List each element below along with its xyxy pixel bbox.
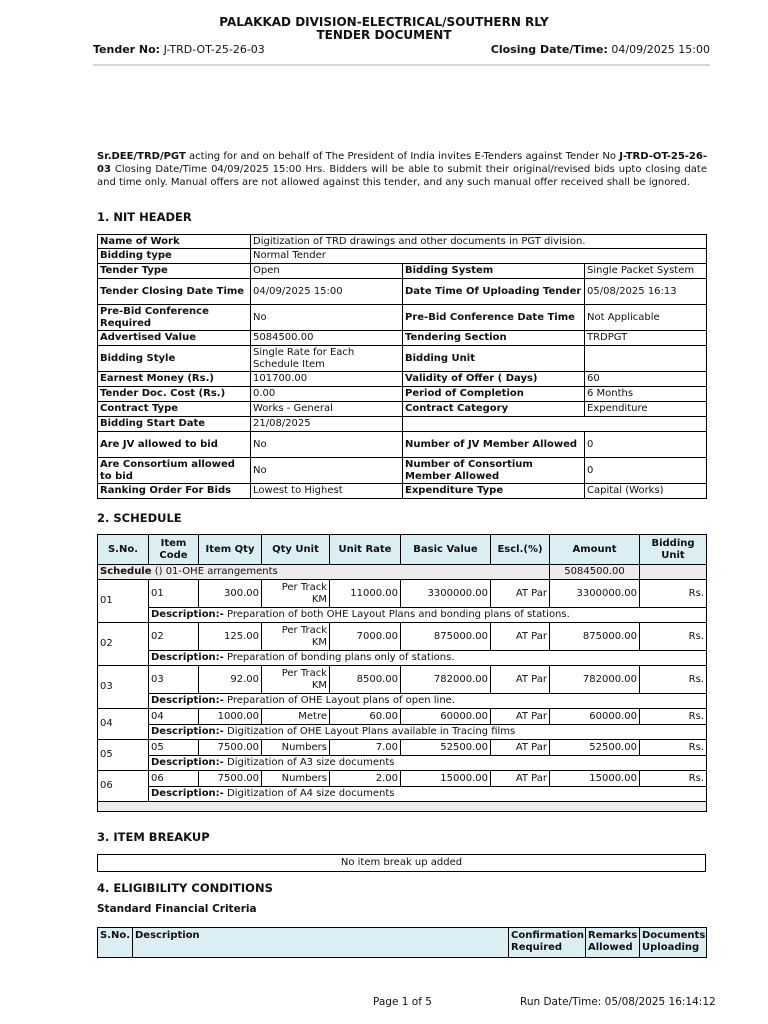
nit-label: Pre-Bid Conference Required xyxy=(98,305,251,331)
nit-row xyxy=(98,264,707,279)
intro-paragraph xyxy=(97,150,707,189)
col-header-qty-unit: Qty Unit xyxy=(262,535,330,565)
item-code: 06 xyxy=(149,771,199,787)
item-bidding-unit: Rs. xyxy=(640,709,707,725)
description-text: Digitization of A3 size documents xyxy=(223,757,395,768)
item-sno: 03 xyxy=(98,666,149,709)
schedule-desc-row xyxy=(98,651,707,666)
item-description xyxy=(149,725,707,740)
col-header-item-qty: Item Qty xyxy=(199,535,262,565)
description-label: Description:- xyxy=(151,609,224,620)
schedule-group-label: Schedule xyxy=(100,566,152,577)
closing-datetime-label: Closing Date/Time: xyxy=(490,43,608,56)
nit-row-bidding-start xyxy=(98,417,707,432)
nit-value: 21/08/2025 xyxy=(251,417,403,432)
nit-label: Name of Work xyxy=(98,235,251,249)
item-bidding-unit: Rs. xyxy=(640,580,707,608)
nit-label: Are Consortium allowed to bid xyxy=(98,458,251,484)
item-basic-value: 15000.00 xyxy=(401,771,491,787)
col-header-amount: Amount xyxy=(550,535,640,565)
schedule-table xyxy=(97,534,707,812)
schedule-group-row xyxy=(98,565,707,580)
item-escl: AT Par xyxy=(491,740,550,756)
tender-number-value: J-TRD-OT-25-26-03 xyxy=(163,43,265,56)
nit-value: Lowest to Highest xyxy=(251,484,403,499)
item-unit: Per Track KM xyxy=(262,666,330,694)
item-rate: 11000.00 xyxy=(330,580,401,608)
description-text: Preparation of bonding plans only of stations. xyxy=(223,652,455,663)
item-rate: 2.00 xyxy=(330,771,401,787)
closing-datetime-value: 04/09/2025 15:00 xyxy=(611,43,710,56)
item-escl: AT Par xyxy=(491,580,550,608)
nit-row-name-of-work xyxy=(98,235,707,249)
schedule-desc-row xyxy=(98,725,707,740)
nit-value: 101700.00 xyxy=(251,372,403,387)
item-amount: 3300000.00 xyxy=(550,580,640,608)
schedule-footer-row xyxy=(98,802,707,812)
nit-label: Bidding Unit xyxy=(403,346,585,372)
nit-value: 04/09/2025 15:00 xyxy=(251,279,403,305)
col-header-sno: S.No. xyxy=(98,928,133,958)
nit-value: Single Packet System xyxy=(585,264,707,279)
item-bidding-unit: Rs. xyxy=(640,771,707,787)
schedule-header-row xyxy=(98,535,707,565)
nit-label: Tender Doc. Cost (Rs.) xyxy=(98,387,251,402)
nit-row xyxy=(98,402,707,417)
item-unit: Numbers xyxy=(262,740,330,756)
item-amount: 15000.00 xyxy=(550,771,640,787)
schedule-desc-row xyxy=(98,608,707,623)
item-amount: 782000.00 xyxy=(550,666,640,694)
item-qty: 1000.00 xyxy=(199,709,262,725)
nit-value: Expenditure xyxy=(585,402,707,417)
nit-value: 0 xyxy=(585,432,707,458)
item-basic-value: 60000.00 xyxy=(401,709,491,725)
nit-row xyxy=(98,372,707,387)
closing-datetime xyxy=(491,43,710,56)
nit-label: Contract Category xyxy=(403,402,585,417)
description-label: Description:- xyxy=(151,652,224,663)
col-header-basic-value: Basic Value xyxy=(401,535,491,565)
item-sno: 06 xyxy=(98,771,149,802)
item-escl: AT Par xyxy=(491,771,550,787)
item-escl: AT Par xyxy=(491,709,550,725)
nit-value: Capital (Works) xyxy=(585,484,707,499)
nit-label: Are JV allowed to bid xyxy=(98,432,251,458)
nit-label: Advertised Value xyxy=(98,331,251,346)
item-breakup-table xyxy=(97,854,706,872)
nit-label: Bidding Style xyxy=(98,346,251,372)
nit-label: Bidding Start Date xyxy=(98,417,251,432)
item-code: 04 xyxy=(149,709,199,725)
nit-row xyxy=(98,305,707,331)
nit-row xyxy=(98,387,707,402)
nit-label: Tender Closing Date Time xyxy=(98,279,251,305)
tender-number-label: Tender No: xyxy=(93,43,161,56)
item-basic-value: 52500.00 xyxy=(401,740,491,756)
description-label: Description:- xyxy=(151,726,224,737)
schedule-desc-row xyxy=(98,787,707,802)
item-rate: 8500.00 xyxy=(330,666,401,694)
item-bidding-unit: Rs. xyxy=(640,623,707,651)
item-sno: 04 xyxy=(98,709,149,740)
description-text: Preparation of OHE Layout plans of open line. xyxy=(223,695,455,706)
document-type-title: TENDER DOCUMENT xyxy=(316,28,452,42)
nit-label: Period of Completion xyxy=(403,387,585,402)
nit-label: Bidding System xyxy=(403,264,585,279)
nit-label: Pre-Bid Conference Date Time xyxy=(403,305,585,331)
schedule-item-row xyxy=(98,623,707,651)
nit-label: Date Time Of Uploading Tender xyxy=(403,279,585,305)
item-description xyxy=(149,651,707,666)
section-schedule-title: 2. SCHEDULE xyxy=(97,511,182,525)
item-unit: Per Track KM xyxy=(262,580,330,608)
intro-tender-number: J-TRD-OT-25-26-03 xyxy=(97,151,707,175)
col-header-remarks-allowed: Remarks Allowed xyxy=(586,928,640,958)
schedule-footer-cell xyxy=(98,802,707,812)
item-sno: 02 xyxy=(98,623,149,666)
item-basic-value: 3300000.00 xyxy=(401,580,491,608)
schedule-desc-row xyxy=(98,694,707,709)
col-header-confirmation-required: Confirmation Required xyxy=(509,928,586,958)
section-item-breakup-title: 3. ITEM BREAKUP xyxy=(97,830,210,844)
nit-label: Number of JV Member Allowed xyxy=(403,432,585,458)
nit-label: Validity of Offer ( Days) xyxy=(403,372,585,387)
nit-label: Bidding type xyxy=(98,249,251,264)
item-bidding-unit: Rs. xyxy=(640,666,707,694)
eligibility-table xyxy=(97,927,707,958)
nit-value: Digitization of TRD drawings and other documents in PGT division. xyxy=(251,235,707,249)
nit-label: Expenditure Type xyxy=(403,484,585,499)
nit-value xyxy=(585,346,707,372)
nit-empty-cell xyxy=(403,417,707,432)
item-qty: 125.00 xyxy=(199,623,262,651)
nit-value: TRDPGT xyxy=(585,331,707,346)
schedule-item-row xyxy=(98,666,707,694)
nit-row xyxy=(98,458,707,484)
item-amount: 875000.00 xyxy=(550,623,640,651)
item-qty: 300.00 xyxy=(199,580,262,608)
nit-label: Earnest Money (Rs.) xyxy=(98,372,251,387)
item-amount: 60000.00 xyxy=(550,709,640,725)
item-unit: Metre xyxy=(262,709,330,725)
item-description xyxy=(149,787,707,802)
item-rate: 7.00 xyxy=(330,740,401,756)
item-rate: 7000.00 xyxy=(330,623,401,651)
run-datetime: Run Date/Time: 05/08/2025 16:14:12 xyxy=(520,996,716,1008)
nit-value: No xyxy=(251,458,403,484)
item-code: 02 xyxy=(149,623,199,651)
nit-row xyxy=(98,279,707,305)
item-rate: 60.00 xyxy=(330,709,401,725)
item-sno: 05 xyxy=(98,740,149,771)
item-escl: AT Par xyxy=(491,666,550,694)
nit-header-table xyxy=(97,234,707,499)
section-nit-header-title: 1. NIT HEADER xyxy=(97,210,192,224)
item-code: 03 xyxy=(149,666,199,694)
item-description xyxy=(149,694,707,709)
col-header-bidding-unit: Bidding Unit xyxy=(640,535,707,565)
nit-row xyxy=(98,484,707,499)
nit-row xyxy=(98,331,707,346)
item-qty: 7500.00 xyxy=(199,740,262,756)
schedule-desc-row xyxy=(98,756,707,771)
document-division-title: PALAKKAD DIVISION-ELECTRICAL/SOUTHERN RLY xyxy=(219,15,549,29)
description-label: Description:- xyxy=(151,757,224,768)
item-basic-value: 782000.00 xyxy=(401,666,491,694)
schedule-item-row xyxy=(98,740,707,756)
schedule-item-row xyxy=(98,771,707,787)
col-header-description: Description xyxy=(133,928,509,958)
page-number: Page 1 of 5 xyxy=(373,996,432,1008)
nit-row xyxy=(98,432,707,458)
schedule-group-name xyxy=(98,565,550,580)
nit-value: No xyxy=(251,432,403,458)
col-header-documents-uploading: Documents Uploading xyxy=(640,928,707,958)
nit-value: Normal Tender xyxy=(251,249,707,264)
item-breakup-row xyxy=(98,855,706,872)
item-bidding-unit: Rs. xyxy=(640,740,707,756)
nit-value: Single Rate for Each Schedule Item xyxy=(251,346,403,372)
nit-label: Contract Type xyxy=(98,402,251,417)
tender-number xyxy=(93,43,265,56)
item-code: 01 xyxy=(149,580,199,608)
nit-label: Tender Type xyxy=(98,264,251,279)
intro-text-1: acting for and on behalf of The President of India invites E-Tenders against Tender No xyxy=(185,151,620,162)
section-eligibility-title: 4. ELIGIBILITY CONDITIONS xyxy=(97,881,273,895)
schedule-item-row xyxy=(98,580,707,608)
nit-row-bidding-type xyxy=(98,249,707,264)
schedule-group-title: () 01-OHE arrangements xyxy=(151,566,278,577)
nit-value: No xyxy=(251,305,403,331)
item-description xyxy=(149,608,707,623)
item-amount: 52500.00 xyxy=(550,740,640,756)
schedule-item-row xyxy=(98,709,707,725)
nit-label: Tendering Section xyxy=(403,331,585,346)
nit-value: 0.00 xyxy=(251,387,403,402)
item-sno: 01 xyxy=(98,580,149,623)
intro-officer: Sr.DEE/TRD/PGT xyxy=(97,151,186,162)
item-code: 05 xyxy=(149,740,199,756)
intro-text-2: Closing Date/Time 04/09/2025 15:00 Hrs. Bidders will be able to submit their original/revised bids upto closing date and time only. Manual offers are not allowed against this tender, and any such manual offer received shall be ignored. xyxy=(97,164,707,188)
nit-value: Not Applicable xyxy=(585,305,707,331)
header-divider xyxy=(93,64,710,66)
tender-header-line xyxy=(93,43,710,59)
nit-value: 0 xyxy=(585,458,707,484)
nit-value: 6 Months xyxy=(585,387,707,402)
eligibility-header-row xyxy=(98,928,707,958)
nit-label: Number of Consortium Member Allowed xyxy=(403,458,585,484)
schedule-group-empty xyxy=(640,565,707,580)
item-description xyxy=(149,756,707,771)
description-label: Description:- xyxy=(151,788,224,799)
item-breakup-empty-message: No item break up added xyxy=(98,855,706,872)
item-unit: Numbers xyxy=(262,771,330,787)
description-text: Preparation of both OHE Layout Plans and bonding plans of stations. xyxy=(223,609,570,620)
nit-value: 60 xyxy=(585,372,707,387)
nit-value: 5084500.00 xyxy=(251,331,403,346)
col-header-escl: Escl.(%) xyxy=(491,535,550,565)
item-qty: 7500.00 xyxy=(199,771,262,787)
nit-value: Open xyxy=(251,264,403,279)
nit-value: Works - General xyxy=(251,402,403,417)
col-header-item-code: Item Code xyxy=(149,535,199,565)
standard-financial-criteria-title: Standard Financial Criteria xyxy=(97,903,257,915)
description-text: Digitization of OHE Layout Plans available in Tracing films xyxy=(223,726,516,737)
col-header-sno: S.No. xyxy=(98,535,149,565)
item-escl: AT Par xyxy=(491,623,550,651)
item-basic-value: 875000.00 xyxy=(401,623,491,651)
nit-value: 05/08/2025 16:13 xyxy=(585,279,707,305)
item-qty: 92.00 xyxy=(199,666,262,694)
description-label: Description:- xyxy=(151,695,224,706)
item-unit: Per Track KM xyxy=(262,623,330,651)
description-text: Digitization of A4 size documents xyxy=(223,788,395,799)
nit-label: Ranking Order For Bids xyxy=(98,484,251,499)
col-header-unit-rate: Unit Rate xyxy=(330,535,401,565)
schedule-group-total: 5084500.00 xyxy=(550,565,640,580)
nit-row xyxy=(98,346,707,372)
